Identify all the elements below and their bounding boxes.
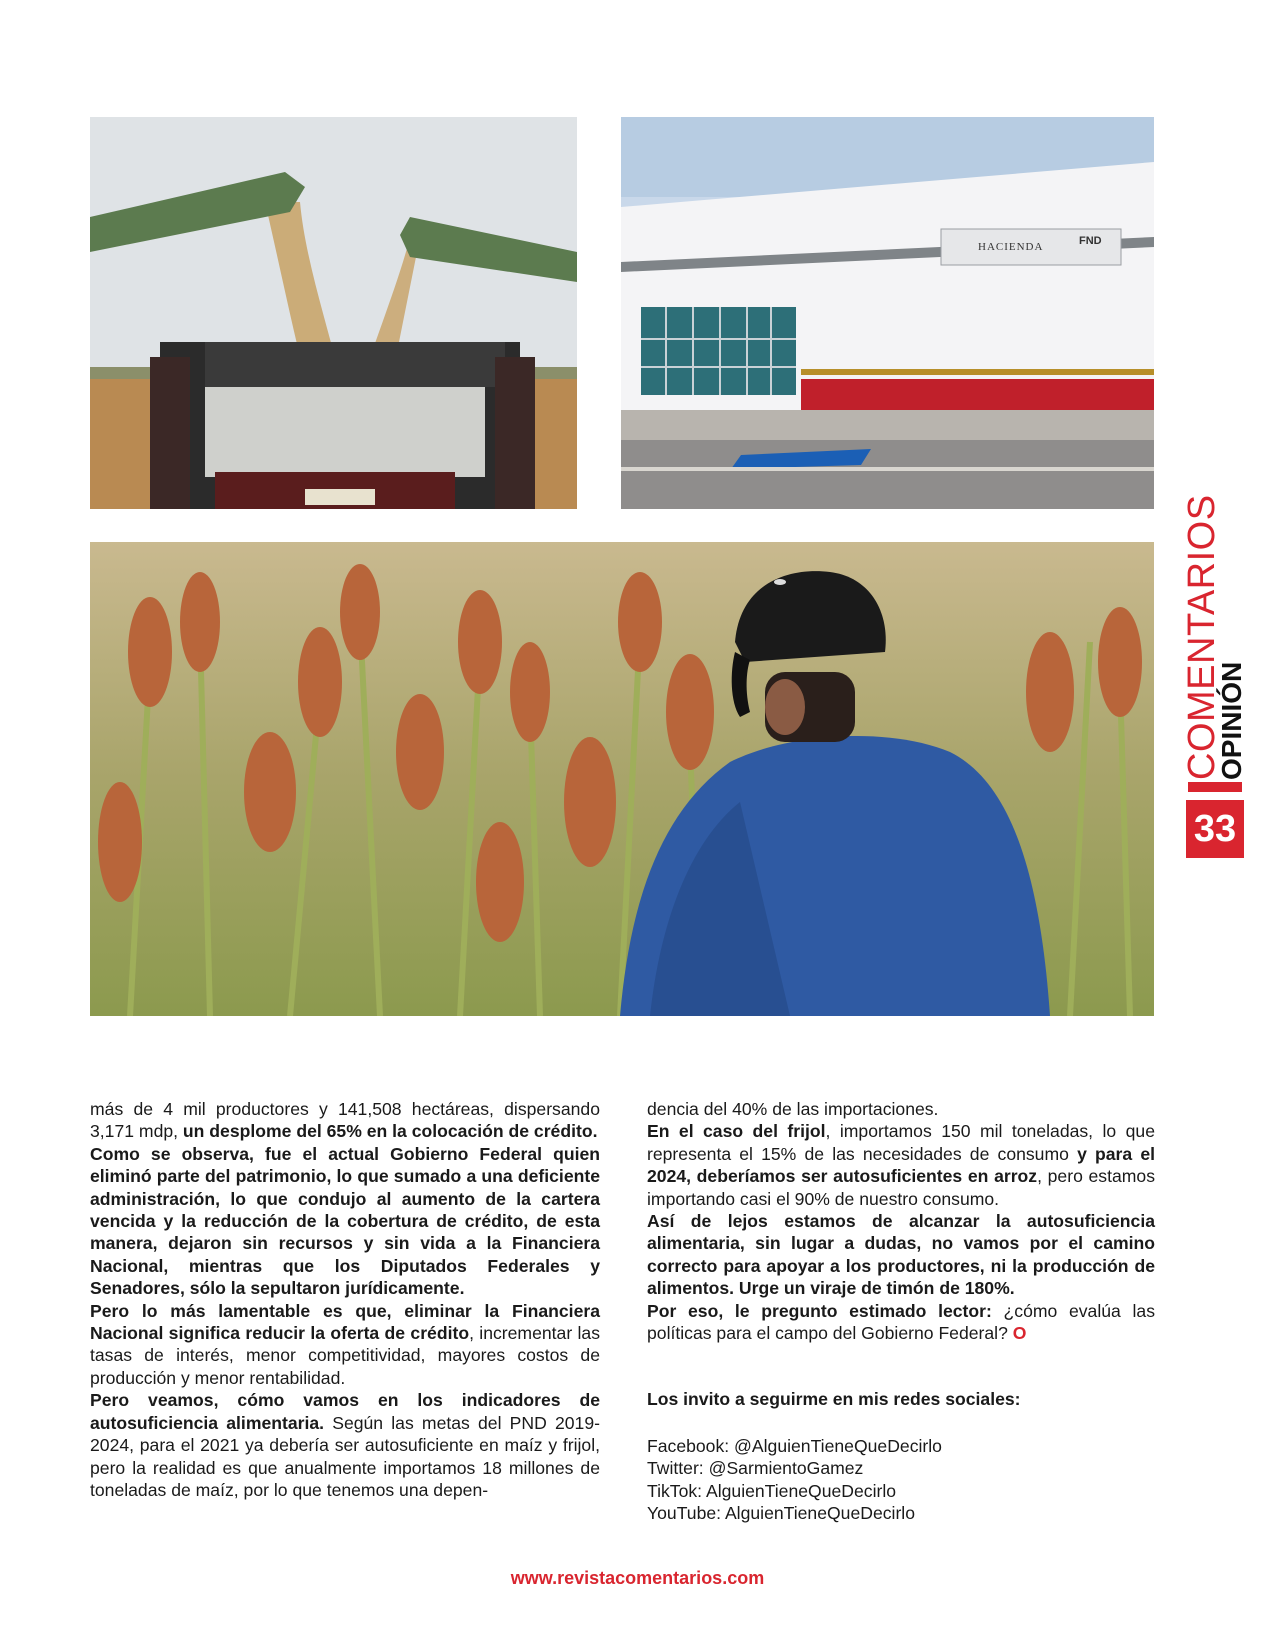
social-twitter: Twitter: @SarmientoGamez — [647, 1458, 864, 1479]
bold-run: En el caso del frijol — [647, 1121, 826, 1142]
paragraph — [647, 1120, 1155, 1210]
hacienda-sign: HACIENDA — [978, 241, 1044, 253]
footer-url-link[interactable]: www.revistacomentarios.com — [510, 1568, 765, 1588]
text-run: , incrementar las tasas de interés, menor competitividad, mayores costos de producción y menor rentabilidad. — [90, 1323, 601, 1388]
bold-run: y para el 2024, deberíamos ser autosuficientes en arroz — [647, 1143, 1155, 1187]
bold-run: Los invito a seguirme en mis redes sociales: — [647, 1389, 1021, 1410]
end-mark: O — [1012, 1323, 1027, 1344]
sorghum-field-photo — [90, 542, 1154, 1016]
social-facebook: Facebook: @AlguienTieneQueDecirlo — [647, 1435, 942, 1456]
bold-run: Por eso, le pregunto estimado lector: — [647, 1300, 992, 1321]
paragraph — [647, 1210, 1155, 1300]
text-run: ¿cómo evalúa las políticas para el campo del Gobierno Federal? — [647, 1300, 1155, 1344]
text-run: dencia del 40% de las importaciones. — [647, 1099, 939, 1119]
fnd-sign: FND — [1079, 235, 1102, 247]
spacer — [647, 1411, 1155, 1435]
paragraph — [90, 1143, 600, 1300]
paragraph — [90, 1389, 600, 1501]
bold-run: un desplome del 65% en la colocación de crédito. — [182, 1121, 598, 1142]
bold-run: Pero lo más lamentable es que, eliminar la Financiera Nacional significa reducir la oferta de crédito — [90, 1300, 600, 1344]
paragraph — [90, 1098, 600, 1143]
text-run: , pero estamos importando casi el 90% de nuestro consumo. — [647, 1166, 1155, 1209]
text-run: más de 4 mil productores y 141,508 hectáreas, dispersando 3,171 mdp, — [90, 1099, 600, 1142]
bold-run: Como se observa, fue el actual Gobierno Federal quien eliminó parte del patrimonio, lo que sumado a una deficiente administración, lo que condujo al aumento de la cartera vencida y la reducción de la cobertura de crédito, de esta manera, dejaron sin recursos y sin vida a la Financiera Nacional, mientras que los Diputados Federales y Senadores, sólo la sepultaron jurídicamente. — [90, 1143, 600, 1299]
section-title: COMENTARIOS — [1181, 494, 1223, 780]
paragraph — [90, 1300, 600, 1390]
harvest-photo — [90, 117, 577, 509]
social-youtube: YouTube: AlguienTieneQueDecirlo — [647, 1503, 915, 1524]
article-column-right — [647, 1098, 1155, 1525]
social-heading — [647, 1388, 1155, 1410]
article-column-left — [90, 1098, 600, 1501]
accent-bar — [1188, 782, 1242, 792]
text-run: , importamos 150 mil toneladas, lo que representa el 15% de las necesidades de consumo — [647, 1121, 1155, 1164]
bold-run: Pero veamos, cómo vamos en los indicadores de autosuficiencia alimentaria. — [90, 1390, 600, 1433]
social-tiktok: TikTok: AlguienTieneQueDecirlo — [647, 1480, 897, 1501]
spacer — [647, 1344, 1155, 1388]
text-run: Según las metas del PND 2019-2024, para el 2021 ya debería ser autosuficiente en maíz y frijol, pero la realidad es que anualmente importamos 18 millones de toneladas de maíz, por lo que tenemos una depen- — [90, 1412, 600, 1500]
paragraph — [647, 1300, 1155, 1345]
page-number: 33 — [1186, 800, 1244, 858]
building-photo — [621, 117, 1154, 509]
bold-run: Así de lejos estamos de alcanzar la autosuficiencia alimentaria, sin lugar a dudas, no vamos por el camino correcto para apoyar a los productores, ni la producción de alimentos. Urge un viraje de timón de 180%. — [647, 1211, 1155, 1299]
paragraph — [647, 1098, 1155, 1120]
section-subtitle: OPINIÓN — [1216, 661, 1247, 780]
